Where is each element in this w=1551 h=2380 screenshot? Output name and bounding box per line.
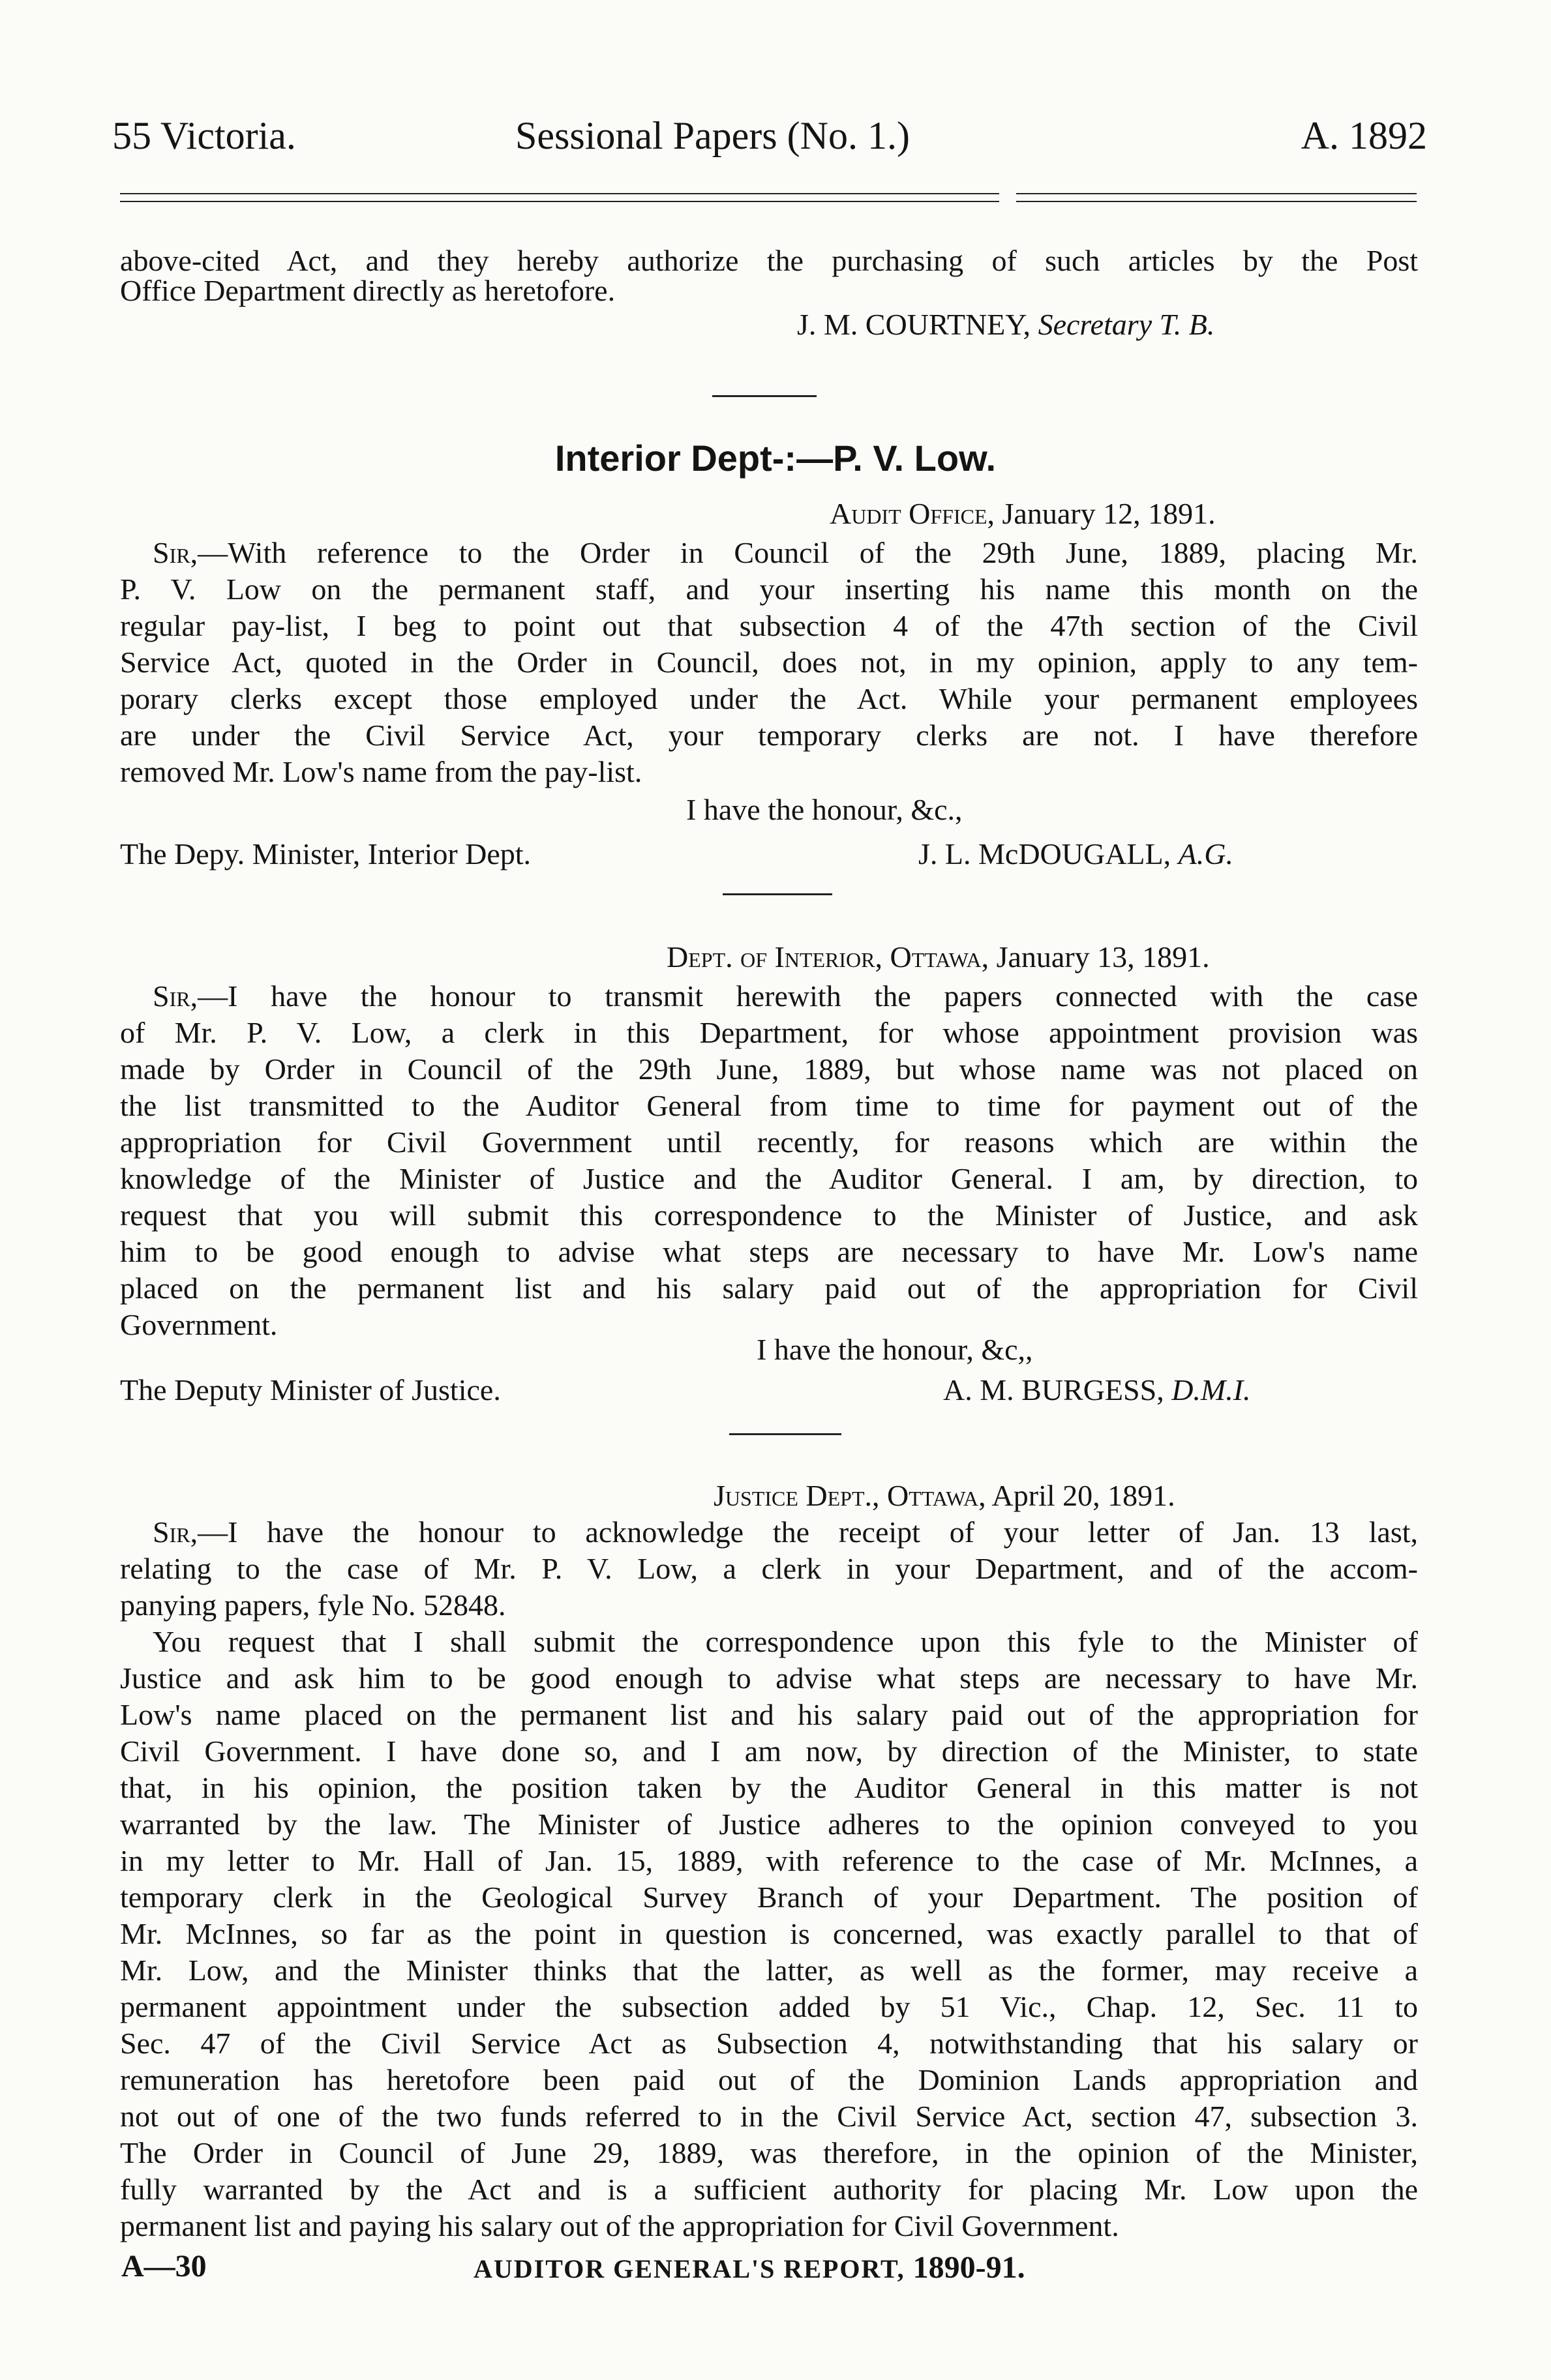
intro-line: Office Department directly as heretofore. <box>120 274 616 307</box>
letter1-addressee: The Depy. Minister, Interior Dept. <box>120 837 532 870</box>
letter2-signature <box>943 1372 1251 1408</box>
page-number: A—30 <box>121 2249 207 2283</box>
dateline-date: , January 12, 1891. <box>987 497 1216 530</box>
section-divider <box>723 893 832 895</box>
report-years: 1890-91. <box>912 2250 1025 2285</box>
section-title: Interior Dept-:—P. V. Low. <box>554 438 997 479</box>
dateline-place: Dept. of Interior, Ottawa <box>667 940 982 974</box>
signature-name: A. M. BURGESS, <box>943 1373 1172 1406</box>
report-name: AUDITOR GENERAL'S REPORT, <box>474 2254 913 2283</box>
letter3-line: Mr. Low, and the Minister thinks that the latter, as well as the former, may receive a <box>120 1954 1418 1987</box>
letter1-line: Service Act, quoted in the Order in Council, does not, in my opinion, apply to any tem- <box>120 646 1418 679</box>
letter2-dateline <box>667 939 1210 975</box>
signature-title: A.G. <box>1178 837 1233 870</box>
letter3-line: remuneration has heretofore been paid out of the Dominion Lands appropriation and <box>120 2063 1418 2096</box>
letter3-line: The Order in Council of June 29, 1889, was therefore, in the opinion of the Minister, <box>120 2136 1418 2169</box>
letter3-dateline <box>714 1478 1175 1514</box>
dateline-place: Audit Office <box>830 497 987 530</box>
letter3-line: in my letter to Mr. Hall of Jan. 15, 1889, with reference to the case of Mr. McInnes, a <box>120 1844 1418 1877</box>
letter2-addressee: The Deputy Minister of Justice. <box>120 1373 501 1406</box>
letter2-line: of Mr. P. V. Low, a clerk in this Department, for whose appointment provision was <box>120 1016 1418 1049</box>
letter3-line: warranted by the law. The Minister of Justice adheres to the opinion conveyed to you <box>120 1807 1418 1841</box>
section-divider <box>712 395 817 397</box>
letter3-line: You request that I shall submit the correspondence upon this fyle to the Minister of <box>153 1625 1418 1658</box>
letter3-line: Mr. McInnes, so far as the point in question is concerned, was exactly parallel to that of <box>120 1917 1418 1950</box>
letter3-line: fully warranted by the Act and is a sufficient authority for placing Mr. Low upon the <box>120 2173 1418 2206</box>
letter1-line: Sir,—With reference to the Order in Council of the 29th June, 1889, placing Mr. <box>153 536 1418 569</box>
letter2-line: appropriation for Civil Government until recently, for reasons which are within the <box>120 1125 1418 1159</box>
dateline-date: , January 13, 1891. <box>981 940 1210 974</box>
letter1-dateline <box>830 496 1216 532</box>
letter2-line: knowledge of the Minister of Justice and the Auditor General. I am, by direction, to <box>120 1162 1418 1195</box>
signature-title: Secretary T. B. <box>1038 308 1215 341</box>
running-header <box>111 110 1427 168</box>
salutation: Sir <box>153 536 190 569</box>
letter3-line: Justice and ask him to be good enough to advise what steps are necessary to have Mr. <box>120 1661 1418 1695</box>
letter2-closing: I have the honour, &c,, <box>757 1333 1033 1366</box>
letter3-line: temporary clerk in the Geological Survey Branch of your Department. The position of <box>120 1881 1418 1914</box>
salutation: Sir <box>153 979 190 1013</box>
letter1-line: porary clerks except those employed under the Act. While your permanent employees <box>120 682 1418 715</box>
header-rule <box>120 201 999 202</box>
section-divider <box>729 1433 841 1435</box>
letter2-line: request that you will submit this correspondence to the Minister of Justice, and ask <box>120 1198 1418 1232</box>
letter1-signature <box>918 836 1233 872</box>
letter1-line: removed Mr. Low's name from the pay-list. <box>120 755 642 788</box>
header-rule <box>1016 193 1417 194</box>
header-rule <box>1016 201 1417 202</box>
header-rule <box>120 193 999 194</box>
letter3-line: relating to the case of Mr. P. V. Low, a clerk in your Department, and of the accom- <box>120 1552 1418 1585</box>
letter3-line: Low's name placed on the permanent list and his salary paid out of the appropriation for <box>120 1698 1418 1731</box>
letter2-line: the list transmitted to the Auditor General from time to time for payment out of the <box>120 1089 1418 1122</box>
letter2-line: placed on the permanent list and his salary paid out of the appropriation for Civil <box>120 1272 1418 1305</box>
header-session: 55 Victoria. <box>112 114 296 157</box>
letter3-line: Sir,—I have the honour to acknowledge the receipt of your letter of Jan. 13 last, <box>153 1515 1418 1549</box>
letter3-line: permanent appointment under the subsection added by 51 Vic., Chap. 12, Sec. 11 to <box>120 1990 1418 2023</box>
signature-name: J. L. McDOUGALL, <box>918 837 1179 870</box>
letter1-line: P. V. Low on the permanent staff, and your inserting his name this month on the <box>120 573 1418 606</box>
header-year: A. 1892 <box>1301 114 1427 157</box>
letter1-closing: I have the honour, &c., <box>686 793 963 826</box>
header-title: Sessional Papers (No. 1.) <box>515 114 910 157</box>
intro-line: above-cited Act, and they hereby authorize the purchasing of such articles by the Post <box>120 244 1418 277</box>
signature-title: D.M.I. <box>1171 1373 1251 1406</box>
signature-name: J. M. COURTNEY, <box>797 308 1038 341</box>
letter2-line: Government. <box>120 1308 278 1341</box>
letter3-line: not out of one of the two funds referred to in the Civil Service Act, section 47, subsection 3. <box>120 2100 1418 2133</box>
letter2-line: Sir,—I have the honour to transmit herewith the papers connected with the case <box>153 979 1418 1013</box>
report-title <box>474 2248 1025 2289</box>
salutation: Sir <box>153 1515 190 1549</box>
letter1-line: are under the Civil Service Act, your temporary clerks are not. I have therefore <box>120 719 1418 752</box>
letter2-line: him to be good enough to advise what steps are necessary to have Mr. Low's name <box>120 1235 1418 1268</box>
letter3-line: Sec. 47 of the Civil Service Act as Subsection 4, notwithstanding that his salary or <box>120 2027 1418 2060</box>
letter3-line: Civil Government. I have done so, and I am now, by direction of the Minister, to state <box>120 1734 1418 1768</box>
letter2-line: made by Order in Council of the 29th June, 1889, but whose name was not placed on <box>120 1052 1418 1086</box>
letter3-line: that, in his opinion, the position taken by the Auditor General in this matter is not <box>120 1771 1418 1804</box>
letter3-line: panying papers, fyle No. 52848. <box>120 1588 506 1622</box>
letter1-line: regular pay-list, I beg to point out that subsection 4 of the 47th section of the Civil <box>120 609 1418 642</box>
dateline-place: Justice Dept., Ottawa <box>714 1479 979 1512</box>
intro-signature <box>797 306 1214 343</box>
letter3-line: permanent list and paying his salary out of the appropriation for Civil Government. <box>120 2209 1119 2242</box>
dateline-date: , April 20, 1891. <box>978 1479 1175 1512</box>
